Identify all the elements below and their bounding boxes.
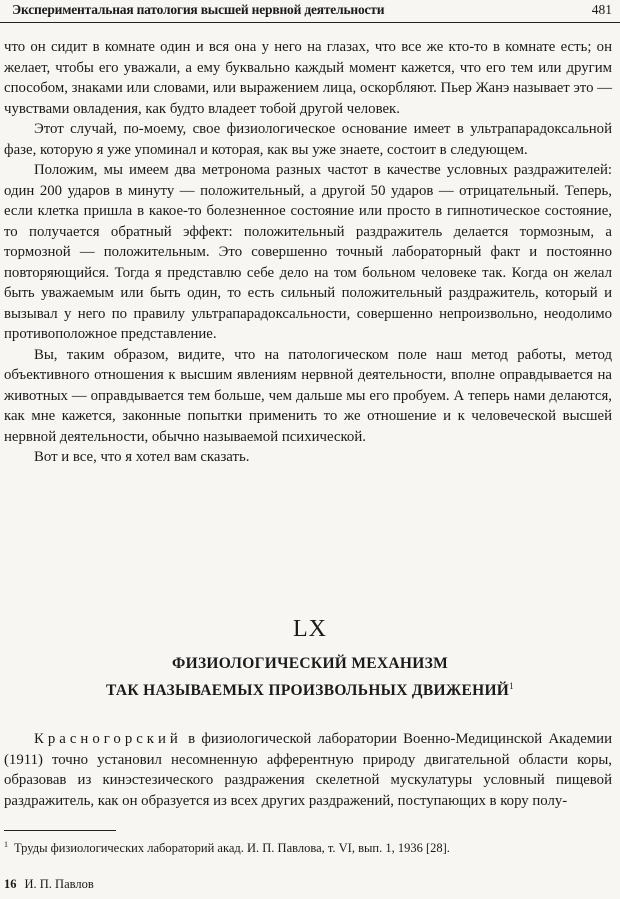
section-text bbox=[4, 729, 612, 811]
signature-name: И. П. Павлов bbox=[24, 877, 94, 891]
footnote-mark: 1 bbox=[4, 840, 8, 849]
paragraph bbox=[4, 729, 612, 811]
footnote bbox=[4, 837, 612, 856]
body-text bbox=[4, 37, 612, 468]
printer-signature bbox=[4, 877, 94, 892]
paragraph: что он сидит в комнате один и вся она у него на глазах, что все же кто-то в комнате есть; он желает, чтобы его уважали, а ему буквально каждый момент кажется, что его тем или другим способом, знаками или словами, или выражением лица, оскорбляют. Пьер Жанэ называет это — чувствами овладения, как будто владеет тобой другой человек. bbox=[4, 39, 612, 117]
footnote-text: Труды физиологических лабораторий акад. И. П. Павлова, т. VI, вып. 1, 1936 [28]. bbox=[14, 841, 450, 856]
chapter-title-line-2 bbox=[0, 675, 620, 702]
paragraph: Вот и все, что я хотел вам сказать. bbox=[34, 449, 250, 465]
chapter-title-line-1: ФИЗИОЛОГИЧЕСКИЙ МЕХАНИЗМ bbox=[171, 655, 449, 672]
paragraph-rest: в физиологической лаборатории Военно-Медицинской Академии (1911) точно установил несомненную афферентную природу двигательной области коры, образовав из кинэстезического раздражения скелетной мускулатуры условный пищевой раздражитель, как он образуется из всех других раздражений, поступающих в кору полу- bbox=[4, 731, 612, 809]
running-header-title: Экспериментальная патология высшей нервной деятельности bbox=[12, 2, 385, 17]
chapter-title bbox=[0, 652, 620, 702]
footnote-reference: 1 bbox=[509, 681, 514, 691]
chapter-title-line-2-text: ТАК НАЗЫВАЕМЫХ ПРОИЗВОЛЬНЫХ ДВИЖЕНИЙ bbox=[106, 682, 510, 700]
paragraph: Положим, мы имеем два метронома разных частот в качестве условных раздражителей: один 200 ударов в минуту — положительный, а другой 50 ударов — отрицательный. Теперь, если клетка пришла в какое-то болезненное состояние или просто в гипнотическое состояние, то получается обратный эффект: положительный раздражитель делается тормозным, а тормозной — положительным. Это совершенно точный лабораторный факт и постоянно повторяющийся. Тогда я представлю себе дело на том больном человеке так. Когда он желал быть уважаемым или быть один, то есть сильный положительный раздражитель, который и вызывал у него по правилу ультрапарадоксальности, совершенно непроизвольно, неодолимо противоположное представление. bbox=[4, 162, 612, 342]
spaced-author-name: Красногорский bbox=[34, 731, 182, 747]
running-header bbox=[0, 0, 620, 23]
paragraph: Этот случай, по-моему, свое физиологическое основание имеет в ультрапарадоксальной фазе, которую я уже упоминал и которая, как вы уже знаете, состоит в следующем. bbox=[4, 121, 612, 158]
signature-number: 16 bbox=[4, 877, 17, 891]
page-number: 481 bbox=[591, 2, 612, 17]
chapter-number: LX bbox=[293, 616, 327, 642]
footnote-divider bbox=[4, 830, 116, 831]
paragraph: Вы, таким образом, видите, что на патологическом поле наш метод работы, метод объективного отношения к высшим явлениям нервной деятельности, вполне оправдывается на животных — оправдывается тем больше, чем дальше мы его пробуем. А теперь нами делаются, как мне кажется, законные попытки применить то же отношение и к человеческой высшей нервной деятельности, обычно называемой психической. bbox=[4, 346, 612, 445]
